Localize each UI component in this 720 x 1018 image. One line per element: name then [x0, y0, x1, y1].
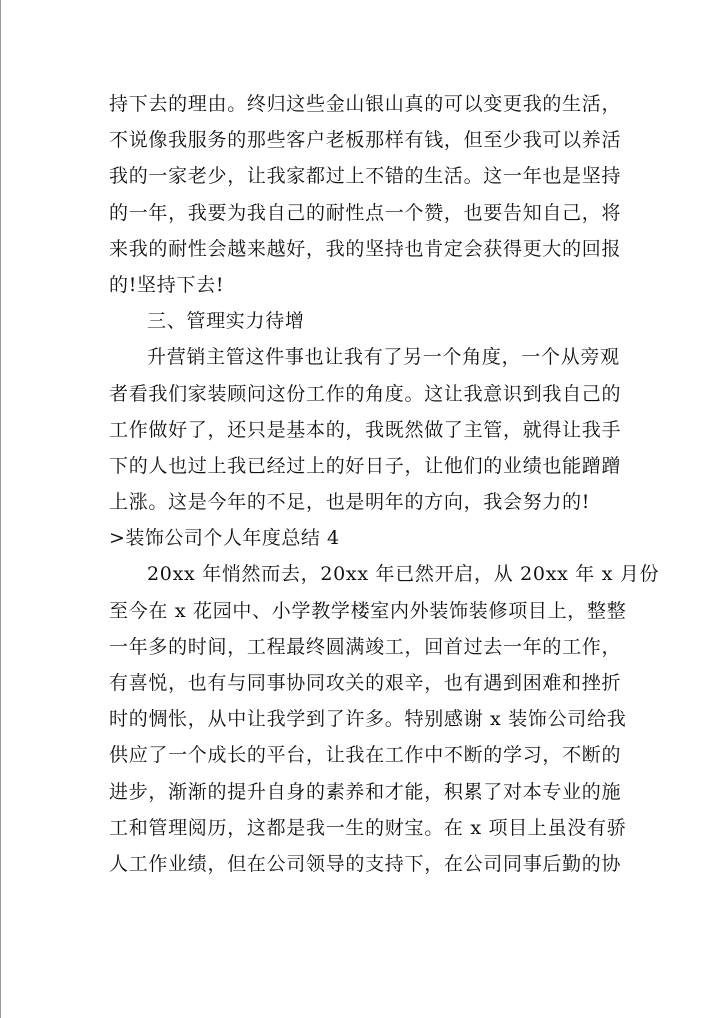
text-line: 的一年，我要为我自己的耐性点一个赞，也要告知自己，将: [109, 201, 622, 224]
text-line: 者看我们家装顾问这份工作的角度。这让我意识到我自己的: [109, 382, 622, 405]
text-line: 工作做好了，还只是基本的，我既然做了主管，就得让我手: [109, 418, 622, 441]
text-line: 人工作业绩，但在公司领导的支持下，在公司同事后勤的协: [109, 852, 622, 875]
text-line: 工和管理阅历，这都是我一生的财宝。在 x 项目上虽没有骄: [109, 816, 627, 839]
text-line: 至今在 x 花园中、小学教学楼室内外装饰装修项目上，整整: [109, 599, 627, 622]
text-line: 上涨。这是今年的不足，也是明年的方向，我会努力的!: [109, 491, 591, 514]
body-text: [109, 86, 660, 882]
text-line: 进步，渐渐的提升自身的素养和才能，积累了对本专业的施: [109, 780, 622, 803]
text-line: 升营销主管这件事也让我有了另一个角度，一个从旁观: [147, 346, 620, 369]
text-line: 我的一家老少，让我家都过上不错的生活。这一年也是坚持: [109, 165, 622, 188]
text-line: 20xx 年悄然而去，20xx 年已然开启，从 20xx 年 x 月份: [147, 563, 660, 586]
text-line: 时的惆怅，从中让我学到了许多。特别感谢 x 装饰公司给我: [109, 708, 627, 731]
text-line: 的!坚持下去!: [109, 273, 225, 296]
text-line: 供应了一个成长的平台，让我在工作中不断的学习，不断的: [109, 744, 622, 767]
text-line: 一年多的时间，工程最终圆满竣工，回首过去一年的工作，: [109, 635, 622, 658]
article-title: >装饰公司个人年度总结 4: [109, 527, 340, 550]
text-line: 有喜悦，也有与同事协同攻关的艰辛，也有遇到困难和挫折: [109, 672, 622, 694]
text-line: 持下去的理由。终归这些金山银山真的可以变更我的生活，: [109, 93, 622, 115]
text-line: 不说像我服务的那些客户老板那样有钱，但至少我可以养活: [109, 129, 622, 152]
section-heading: 三、管理实力待增: [147, 310, 305, 333]
text-line: 下的人也过上我已经过上的好日子，让他们的业绩也能蹭蹭: [109, 454, 622, 477]
text-line: 来我的耐性会越来越好，我的坚持也肯定会获得更大的回报: [109, 237, 622, 260]
